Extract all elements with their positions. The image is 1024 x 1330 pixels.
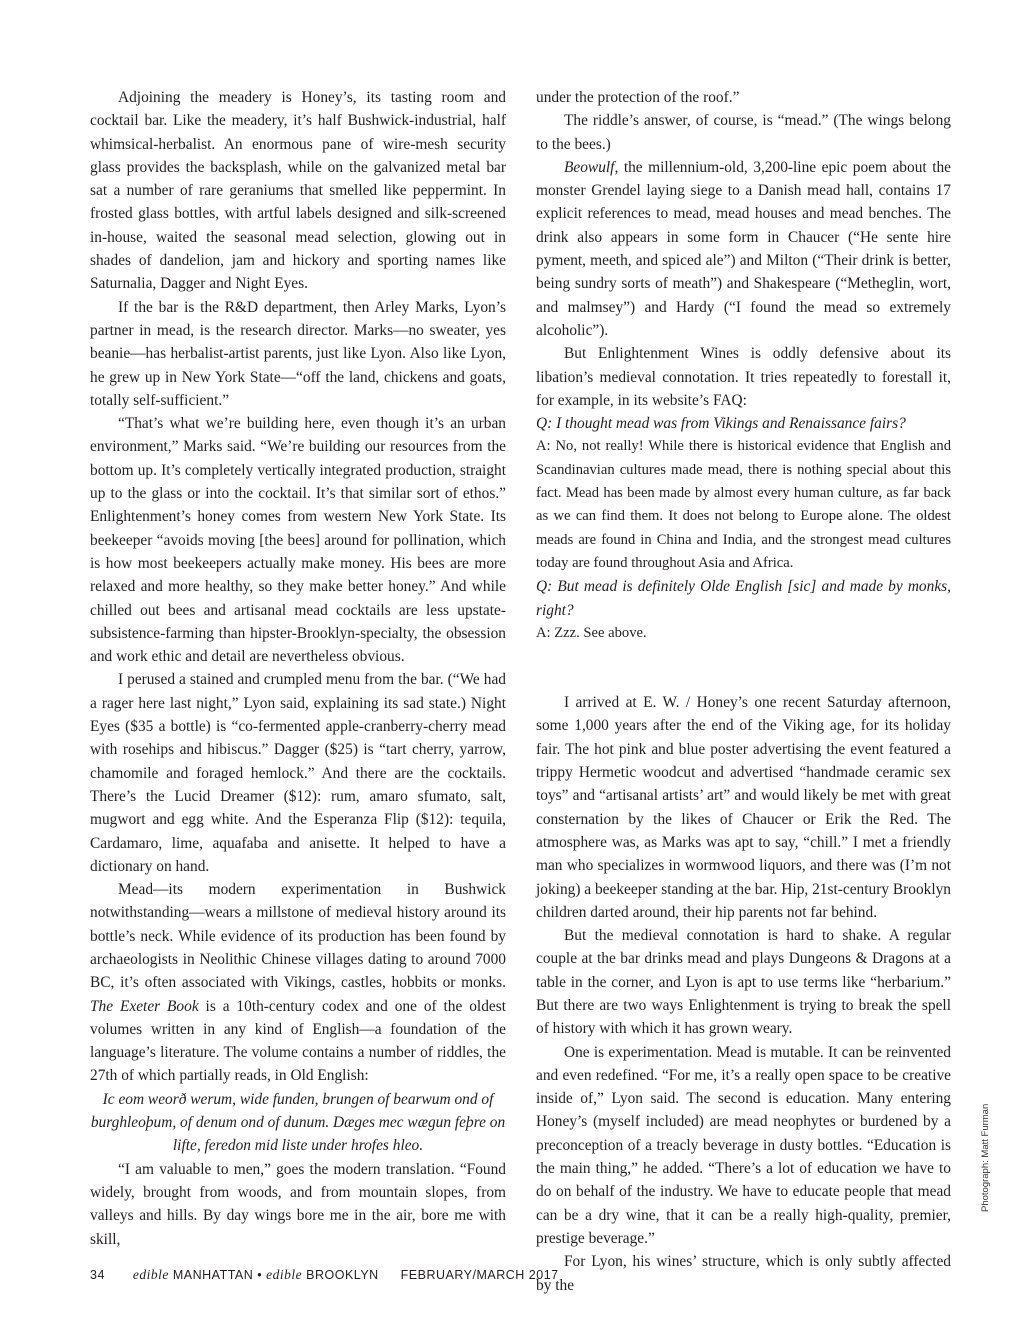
faq-answer: A: No, not really! While there is historical evidence that English and Scandinavian cultures made mead, there is nothing special about this fact. Mead has been made by almost every human culture, as far back as we can find them. It does not belong to Europe alone. The oldest meads are found in China and India, and the strongest mead cultures today are found throughout Asia and Africa.	[536, 438, 951, 571]
body-paragraph: under the protection of the roof.”	[536, 89, 740, 106]
old-english-verse: Ic eom weorð werum, wide funden, brungen of bearwum ond of burghleoþum, of denum ond of dunum. Dæges mec wægun feþre on lifte, feredon mid liste under hrofes hleo.	[90, 1090, 506, 1155]
body-text: Mead—its modern experimentation in Bushwick notwithstanding—wears a millstone of medieval history around its bottle’s neck. While evidence of its production has been found by archaeologists in Neolithic Chinese villages dating to around 7000 BC, it’s often associated with Vikings, castles, hobbits or monks.	[90, 881, 506, 992]
left-column	[90, 86, 506, 1251]
body-paragraph: The riddle’s answer, of course, is “mead.” (The wings belong to the bees.)	[536, 112, 951, 153]
body-paragraph: Adjoining the meadery is Honey’s, its tasting room and cocktail bar. Like the meadery, it’s half Bushwick-industrial, half whimsical-herbalist. An enormous pane of wire-mesh security glass provides the backsplash, while on the galvanized metal bar sat a number of rare geraniums that smelled like peppermint. In frosted glass bottles, with artful labels designed and silk-screened in-house, waited the seasonal mead selection, glowing out in shades of dandelion, jam and hickory and sporting names like Saturnalia, Dagger and Night Eyes.	[90, 89, 506, 293]
body-paragraph	[536, 156, 951, 342]
body-paragraph: If the bar is the R&D department, then Arley Marks, Lyon’s partner in mead, is the research director. Marks—no sweater, yes beanie—has herbalist-artist parents, just like Lyon. Also like Lyon, he grew up in New York State—“off the land, chickens and goats, totally self-sufficient.”	[90, 298, 506, 409]
photo-credit: Photograph: Matt Furman	[980, 1103, 991, 1212]
page-number: 34	[90, 1268, 105, 1282]
right-column	[536, 86, 951, 1297]
body-paragraph: For Lyon, his wines’ structure, which is only subtly affected by the	[536, 1253, 951, 1294]
body-paragraph: I arrived at E. W. / Honey’s one recent Saturday afternoon, some 1,000 years after the end of the Viking age, for its holiday fair. The hot pink and blue poster advertising the event featured a trippy Hermetic woodcut and advertised “handmade ceramic sex toys” and “artisanal artists’ art” and would likely be met with great consternation by the likes of Chaucer or Erik the Red. The atmosphere was, as Marks was apt to say, “chill.” I met a friendly man who specializes in wormwood liquors, and there was (I’m not joking) a beekeeper standing at the bar. Hip, 21st-century Brooklyn children darted around, their hip parents not far behind.	[536, 694, 952, 921]
issue-date: FEBRUARY/MARCH 2017	[400, 1268, 559, 1282]
body-paragraph	[90, 878, 506, 1088]
faq-question: Q: I thought mead was from Vikings and Renaissance fairs?	[536, 415, 906, 433]
poem-title: Beowulf,	[564, 158, 619, 176]
body-paragraph: “That’s what we’re building here, even though it’s an urban environment,” Marks said. “We’re building our resources from the bottom up. It’s completely vertically integrated production, straight up to the glass or into the cocktail. It’s that similar sort of ethos.” Enlightenment’s honey comes from western New York State. Its beekeeper “avoids moving [the bees] around for pollination, which is how most beekeepers actually make money. His bees are more relaxed and more healthy, so they make better honey.” And while chilled out bees and artisanal mead cocktails are less upstate-subsistence-farming than hipster-Brooklyn-specialty, the obsession and work ethic and detail are nevertheless obvious.	[90, 415, 506, 666]
bullet: •	[257, 1268, 263, 1282]
body-paragraph: But the medieval connotation is hard to shake. A regular couple at the bar drinks mead and plays Dungeons & Dragons at a table in the corner, and Lyon is apt to use terms like “herbarium.” But there are two ways Enlightenment is trying to break the spell of history with which it has grown weary.	[536, 927, 951, 1038]
section-gap	[536, 645, 951, 668]
page-footer	[90, 1267, 559, 1283]
body-paragraph: One is experimentation. Mead is mutable. It can be reinvented and even redefined. “For me, it’s a really open space to be creative inside of,” Lyon said. The second is education. Many entering Honey’s (myself included) are mead neophytes or burdened by a preconception of a treacly beverage in dusty bottles. “Education is the main thing,” he added. “There’s a lot of education we have to do on behalf of the industry. We have to educate people that mead can be a dry wine, that it can be a really high-quality, premier, prestige beverage.”	[536, 1043, 951, 1247]
faq-question: Q: But mead is definitely Olde English [sic] and made by monks, right?	[536, 578, 951, 619]
body-paragraph: “I am valuable to men,” goes the modern translation. “Found widely, brought from woods, and from mountain slopes, from valleys and hills. By day wings bore me in the air, bore me with skill,	[90, 1160, 506, 1248]
faq-answer: A: Zzz. See above.	[536, 624, 647, 641]
body-text: the millennium-old, 3,200-line epic poem about the monster Grendel laying siege to a Danish mead hall, contains 17 explicit references to mead, mead houses and mead benches. The drink also appears in some form in Chaucer (“He sente hire pyment, meeth, and spiced ale”) and Milton (“Their drink is better, being sundry sorts of meath”) and Shakespeare (“Metheglin, wort, and malmsey”) and Hardy (“I found the mead so extremely alcoholic”).	[536, 158, 951, 339]
edible-label: edible	[132, 1267, 169, 1282]
edible-label: edible	[266, 1267, 303, 1282]
body-paragraph: I perused a stained and crumpled menu from the bar. (“We had a rager here last night,” Lyon said, explaining its sad state.) Night Eyes ($35 a bottle) is “co-fermented apple-cranberry-cherry mead with rosehips and hibiscus.” Dagger ($25) is “tart cherry, yarrow, chamomile and foraged hemlock.” And there are the cocktails. There’s the Lucid Dreamer ($12): rum, amaro sfumato, salt, mugwort and egg white. And the Esperanza Flip ($12): tequila, Cardamaro, lime, aquafaba and anisette. It helped to have a dictionary on hand.	[90, 671, 506, 875]
body-text: is a 10th-century codex and one of the oldest volumes written in any kind of English—a foundation of the language’s literature. The volume contains a number of riddles, the 27th of which partially reads, in Old English:	[90, 997, 506, 1085]
book-title: The Exeter Book	[90, 997, 199, 1015]
magazine-name: MANHATTAN	[172, 1268, 254, 1282]
magazine-name: BROOKLYN	[306, 1268, 379, 1282]
body-paragraph: But Enlightenment Wines is oddly defensive about its libation’s medieval connotation. It tries repeatedly to forestall it, for example, in its website’s FAQ:	[536, 345, 951, 409]
